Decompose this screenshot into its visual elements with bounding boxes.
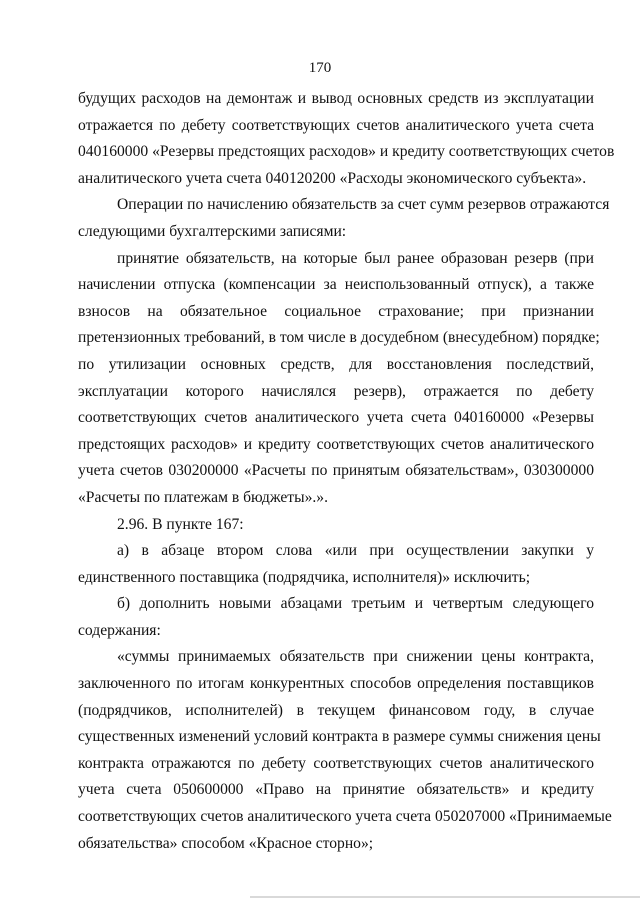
paragraph [78,192,610,245]
text-line: 040160000 «Резервы предстоящих расходов» и кредиту соответствующих счетов [78,143,615,161]
text-line: заключенного по итогам конкурентных способов определения поставщиков [78,675,594,693]
document-body [78,86,615,857]
text-line: будущих расходов на демонтаж и вывод основных средств из эксплуатации [78,90,594,107]
paragraph [78,246,600,512]
text-line: взносов на обязательное социальное страхование; при признании [78,302,594,320]
text-line: содержания: [78,621,161,639]
page-number: 170 [308,60,332,76]
text-line: учета счета 050600000 «Право на принятие обязательств» и кредиту [78,781,594,799]
text-line: соответствующих счетов аналитического учета счета 050207000 «Принимаемые [78,808,612,826]
text-line: единственного поставщика (подрядчика, исполнителя)» исключить; [78,568,531,586]
text-line: Операции по начислению обязательств за счет сумм резервов отражаются [117,196,610,214]
text-line: а) в абзаце втором слова «или при осуществлении закупки у [117,542,594,560]
text-line: по утилизации основных средств, для восстановления последствий, [78,355,594,373]
text-line: соответствующих счетов аналитического учета счета 040160000 «Резервы [78,409,594,427]
text-line: принятие обязательств, на которые был ранее образован резерв (при [117,249,594,267]
text-line: 2.96. В пункте 167: [117,515,244,533]
text-line: контракта отражаются по дебету соответствующих счетов аналитического [78,754,594,772]
text-line: отражается по дебету соответствующих счетов аналитического учета счета [78,116,594,134]
paragraph [78,512,594,539]
scan-edge-line [250,896,640,898]
text-line: «Расчеты по платежам в бюджеты».». [78,488,328,506]
paragraph [78,86,615,192]
text-line: обязательства» способом «Красное сторно»; [78,834,374,852]
text-line: начислении отпуска (компенсации за неиспользованный отпуск), а также [78,276,594,294]
paragraph [78,644,612,857]
text-line: существенных изменений условий контракта в размере суммы снижения цены [78,728,601,746]
paragraph [78,538,594,591]
text-line: предстоящих расходов» и кредиту соответствующих счетов аналитического [78,435,594,453]
text-line: аналитического учета счета 040120200 «Расходы экономического субъекта». [78,169,587,187]
text-line: следующими бухгалтерскими записями: [78,222,347,240]
text-line: претензионных требований, в том числе в досудебном (внесудебном) порядке; [78,329,600,347]
text-line: учета счетов 030200000 «Расчеты по принятым обязательствам», 030300000 [78,462,594,480]
text-line: «суммы принимаемых обязательств при снижении цены контракта, [117,648,594,666]
text-line: (подрядчиков, исполнителей) в текущем финансовом году, в случае [78,701,594,719]
text-line: б) дополнить новыми абзацами третьим и четвертым следующего [117,595,594,613]
paragraph [78,591,594,644]
text-line: эксплуатации которого начислялся резерв), отражается по дебету [78,382,594,400]
